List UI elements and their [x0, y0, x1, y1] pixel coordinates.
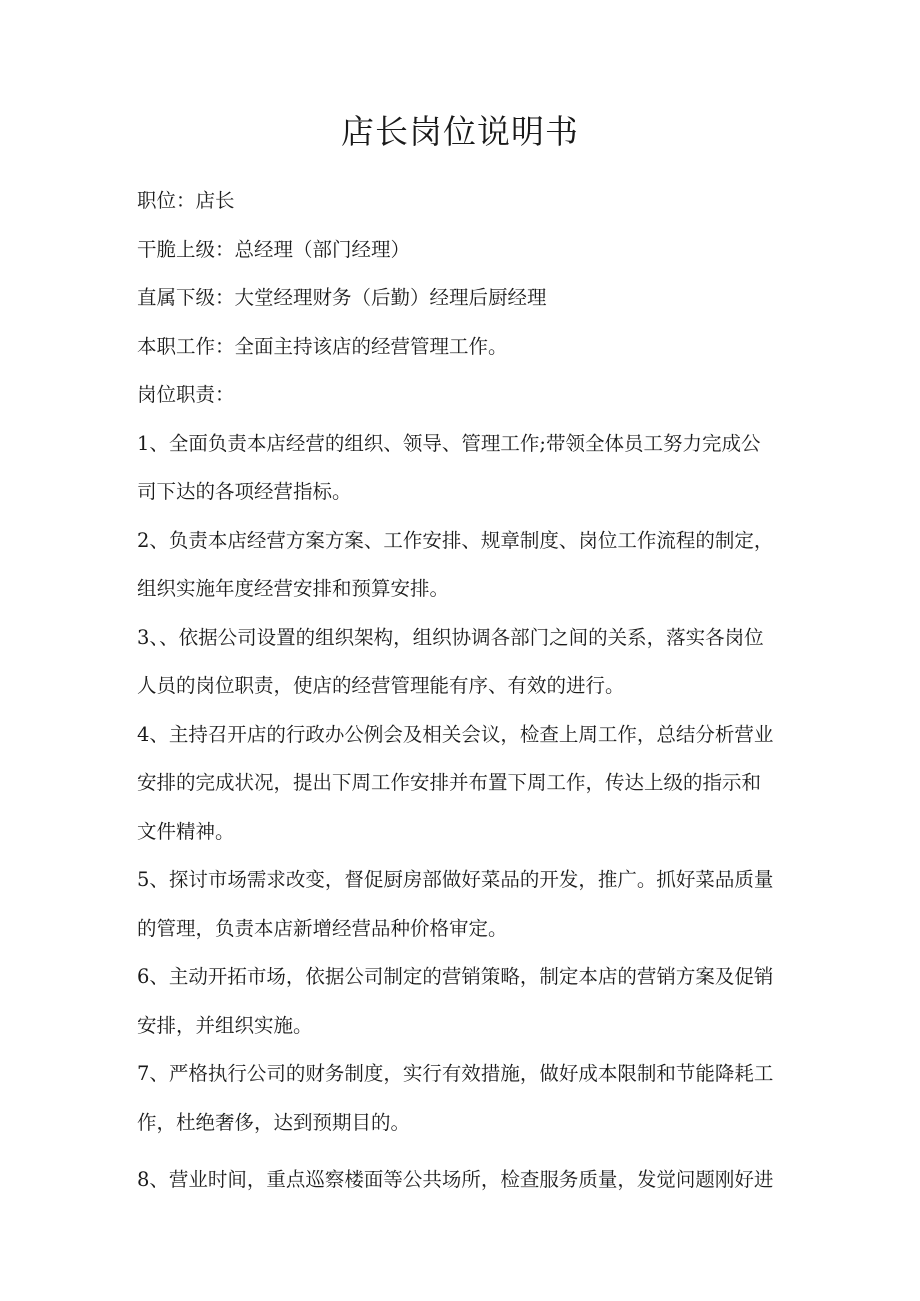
document-title: 店长岗位说明书	[341, 112, 579, 151]
duty-2-line-1: 2、负责本店经营方案方案、工作安排、规章制度、岗位工作流程的制定，	[137, 529, 774, 552]
duty-1-line-2: 司下达的各项经营指标。	[137, 480, 352, 503]
field-direct-subordinates: 直属下级：大堂经理财务（后勤）经理后厨经理	[137, 286, 547, 309]
field-position: 职位：店长	[137, 189, 235, 212]
duty-4-line-2: 安排的完成状况，提出下周工作安排并布置下周工作，传达上级的指示和	[137, 771, 762, 794]
duty-6-line-2: 安排，并组织实施。	[137, 1014, 313, 1037]
duty-5-line-2: 的管理，负责本店新增经营品种价格审定。	[137, 917, 508, 940]
field-direct-superior: 干脆上级：总经理（部门经理）	[137, 238, 411, 261]
duty-3-line-1: 3、、依据公司设置的组织架构，组织协调各部门之间的关系，落实各岗位	[137, 626, 764, 649]
field-duties-heading: 岗位职责：	[137, 383, 235, 406]
duty-7-line-1: 7、严格执行公司的财务制度，实行有效措施，做好成本限制和节能降耗工	[137, 1062, 774, 1085]
duty-4-line-1: 4、主持召开店的行政办公例会及相关会议，检查上周工作，总结分析营业	[137, 723, 774, 746]
duty-3-line-2: 人员的岗位职责，使店的经营管理能有序、有效的进行。	[137, 674, 625, 697]
duty-8-line-1: 8、营业时间，重点巡察楼面等公共场所，检查服务质量，发觉问题刚好进	[137, 1168, 774, 1191]
duty-1-line-1: 1、全面负责本店经营的组织、领导、管理工作;带领全体员工努力完成公	[137, 432, 761, 455]
duty-6-line-1: 6、主动开拓市场，依据公司制定的营销策略，制定本店的营销方案及促销	[137, 965, 774, 988]
duty-5-line-1: 5、探讨市场需求改变，督促厨房部做好菜品的开发，推广。抓好菜品质量	[137, 868, 774, 891]
field-main-work: 本职工作：全面主持该店的经营管理工作。	[137, 335, 508, 358]
duty-4-line-3: 文件精神。	[137, 820, 235, 843]
duty-2-line-2: 组织实施年度经营安排和预算安排。	[137, 577, 450, 600]
duty-7-line-2: 作，杜绝奢侈，达到预期目的。	[137, 1111, 411, 1134]
